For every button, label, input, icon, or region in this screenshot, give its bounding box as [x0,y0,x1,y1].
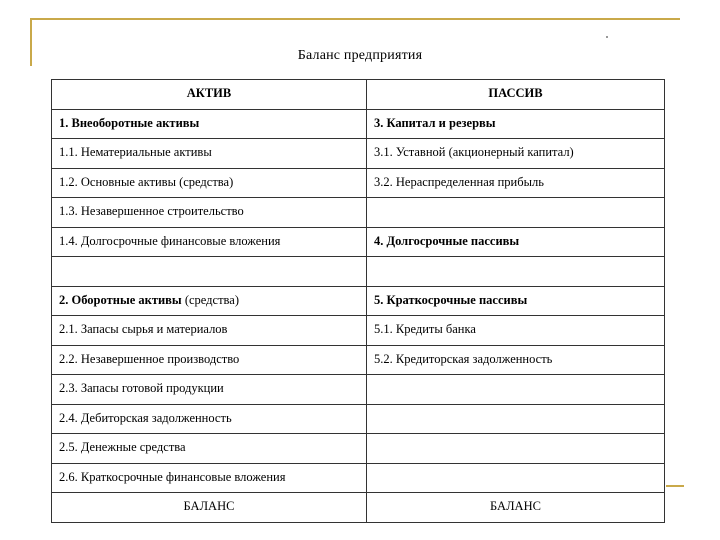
asset-section-title: 2. Оборотные активы [59,292,182,307]
table-row [52,109,665,139]
table-row-empty [52,257,665,287]
table-row [52,139,665,169]
decorative-top-line [30,18,680,20]
decorative-right-line [666,485,684,487]
table-header-row [52,80,665,110]
asset-cell: 1. Внеоборотные активы [52,109,367,139]
liability-cell [367,404,665,434]
table-row [52,434,665,464]
table-row [52,286,665,316]
table-row [52,404,665,434]
total-assets: БАЛАНС [52,493,367,523]
total-liabilities: БАЛАНС [367,493,665,523]
liability-cell [367,434,665,464]
table-row [52,463,665,493]
header-liabilities: ПАССИВ [367,80,665,110]
liability-cell [367,198,665,228]
table-row [52,168,665,198]
liability-cell [367,257,665,287]
decorative-dot [606,36,608,38]
asset-cell: 2.6. Краткосрочные финансовые вложения [52,463,367,493]
liability-cell: 3. Капитал и резервы [367,109,665,139]
asset-section-note: (средства) [181,292,239,307]
liability-cell [367,463,665,493]
liability-cell: 5.2. Кредиторская задолженность [367,345,665,375]
liability-cell: 3.1. Уставной (акционерный капитал) [367,139,665,169]
table-row [52,375,665,405]
asset-cell [52,257,367,287]
table-total-row [52,493,665,523]
header-assets: АКТИВ [52,80,367,110]
page-title: Баланс предприятия [297,48,423,63]
asset-cell: 2.2. Незавершенное производство [52,345,367,375]
table-row [52,316,665,346]
balance-table [51,79,665,523]
asset-cell: 1.3. Незавершенное строительство [52,198,367,228]
liability-cell [367,375,665,405]
liability-cell: 4. Долгосрочные пассивы [367,227,665,257]
asset-cell: 2.4. Дебиторская задолженность [52,404,367,434]
table-row [52,227,665,257]
asset-cell: 1.4. Долгосрочные финансовые вложения [52,227,367,257]
asset-cell: 1.1. Нематериальные активы [52,139,367,169]
liability-cell: 5. Краткосрочные пассивы [367,286,665,316]
table-row [52,345,665,375]
asset-cell: 2.5. Денежные средства [52,434,367,464]
asset-cell: 1.2. Основные активы (средства) [52,168,367,198]
asset-cell: 2.3. Запасы готовой продукции [52,375,367,405]
asset-cell [52,286,367,316]
table-row [52,198,665,228]
liability-cell: 5.1. Кредиты банка [367,316,665,346]
liability-cell: 3.2. Нераспределенная прибыль [367,168,665,198]
asset-cell: 2.1. Запасы сырья и материалов [52,316,367,346]
